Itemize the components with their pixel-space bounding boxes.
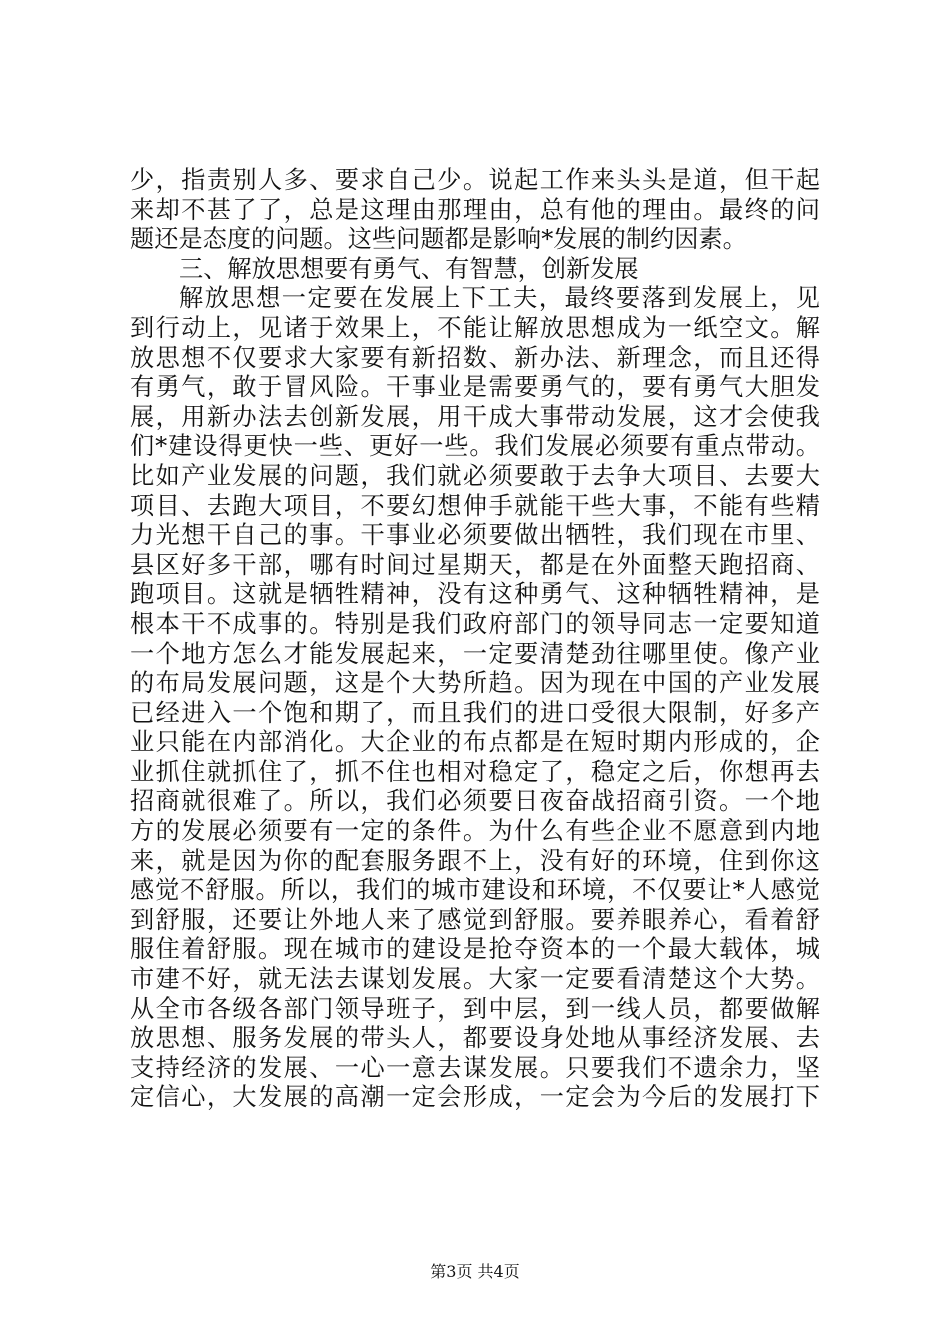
text-line: 支持经济的发展、一心一意去谋发展。只要我们不遗余力，坚 — [130, 1053, 820, 1082]
text-line: 力光想干自己的事。干事业必须要做出牺牲，我们现在市里、 — [130, 521, 820, 550]
text-line: 到舒服，还要让外地人来了感觉到舒服。要养眼养心，看着舒 — [130, 905, 820, 934]
page-footer — [0, 1262, 950, 1282]
text-line: 一个地方怎么才能发展起来，一定要清楚劲往哪里使。像产业 — [130, 639, 820, 668]
text-line: 招商就很难了。所以，我们必须要日夜奋战招商引资。一个地 — [130, 787, 820, 816]
text-line: 放思想、服务发展的带头人，都要设身处地从事经济发展、去 — [130, 1024, 820, 1053]
text-line: 来却不甚了了，总是这理由那理由，总有他的理由。最终的问 — [130, 195, 820, 224]
text-line: 服住着舒服。现在城市的建设是抢夺资本的一个最大载体，城 — [130, 935, 820, 964]
text-line: 从全市各级各部门领导班子，到中层，到一线人员，都要做解 — [130, 994, 820, 1023]
text-line: 解放思想一定要在发展上下工夫，最终要落到发展上，见 — [179, 284, 820, 313]
text-line: 根本干不成事的。特别是我们政府部门的领导同志一定要知道 — [130, 609, 820, 638]
text-line: 展，用新办法去创新发展，用干成大事带动发展，这才会使我 — [130, 402, 820, 431]
section-heading — [130, 255, 820, 285]
text-line: 业只能在内部消化。大企业的布点都是在短时期内形成的，企 — [130, 728, 820, 757]
text-line: 题还是态度的问题。这些问题都是影响*发展的制约因素。 — [130, 225, 747, 254]
text-line: 到行动上，见诸于效果上，不能让解放思想成为一纸空文。解 — [130, 313, 820, 342]
text-line: 方的发展必须要有一定的条件。为什么有些企业不愿意到内地 — [130, 817, 820, 846]
document-body — [130, 166, 820, 1113]
text-line: 来，就是因为你的配套服务跟不上，没有好的环境，住到你这 — [130, 846, 820, 875]
paragraph-body — [130, 284, 820, 1113]
text-line: 业抓住就抓住了，抓不住也相对稳定了，稳定之后，你想再去 — [130, 757, 820, 786]
text-line: 已经进入一个饱和期了，而且我们的进口受很大限制，好多产 — [130, 698, 820, 727]
text-line: 项目、去跑大项目，不要幻想伸手就能干些大事，不能有些精 — [130, 491, 820, 520]
text-line: 市建不好，就无法去谋划发展。大家一定要看清楚这个大势。 — [130, 965, 820, 994]
text-line: 的布局发展问题，这是个大势所趋。因为现在中国的产业发展 — [130, 669, 820, 698]
text-line: 跑项目。这就是牺牲精神，没有这种勇气、这种牺牲精神，是 — [130, 580, 820, 609]
text-line: 定信心，大发展的高潮一定会形成，一定会为今后的发展打下 — [130, 1083, 820, 1112]
text-line: 比如产业发展的问题，我们就必须要敢于去争大项目、去要大 — [130, 461, 820, 490]
heading-line: 三、解放思想要有勇气、有智慧，创新发展 — [179, 254, 639, 283]
text-line: 们*建设得更快一些、更好一些。我们发展必须要有重点带动。 — [130, 432, 820, 461]
text-line: 县区好多干部，哪有时间过星期天，都是在外面整天跑招商、 — [130, 550, 820, 579]
text-line: 感觉不舒服。所以，我们的城市建设和环境，不仅要让*人感觉 — [130, 876, 820, 905]
paragraph-continued — [130, 166, 820, 255]
page-number: 第3页 共4页 — [430, 1262, 520, 1281]
text-line: 少，指责别人多、要求自己少。说起工作来头头是道，但干起 — [130, 166, 820, 194]
text-line: 放思想不仅要求大家要有新招数、新办法、新理念，而且还得 — [130, 343, 820, 372]
text-line: 有勇气，敢于冒风险。干事业是需要勇气的，要有勇气大胆发 — [130, 373, 820, 402]
